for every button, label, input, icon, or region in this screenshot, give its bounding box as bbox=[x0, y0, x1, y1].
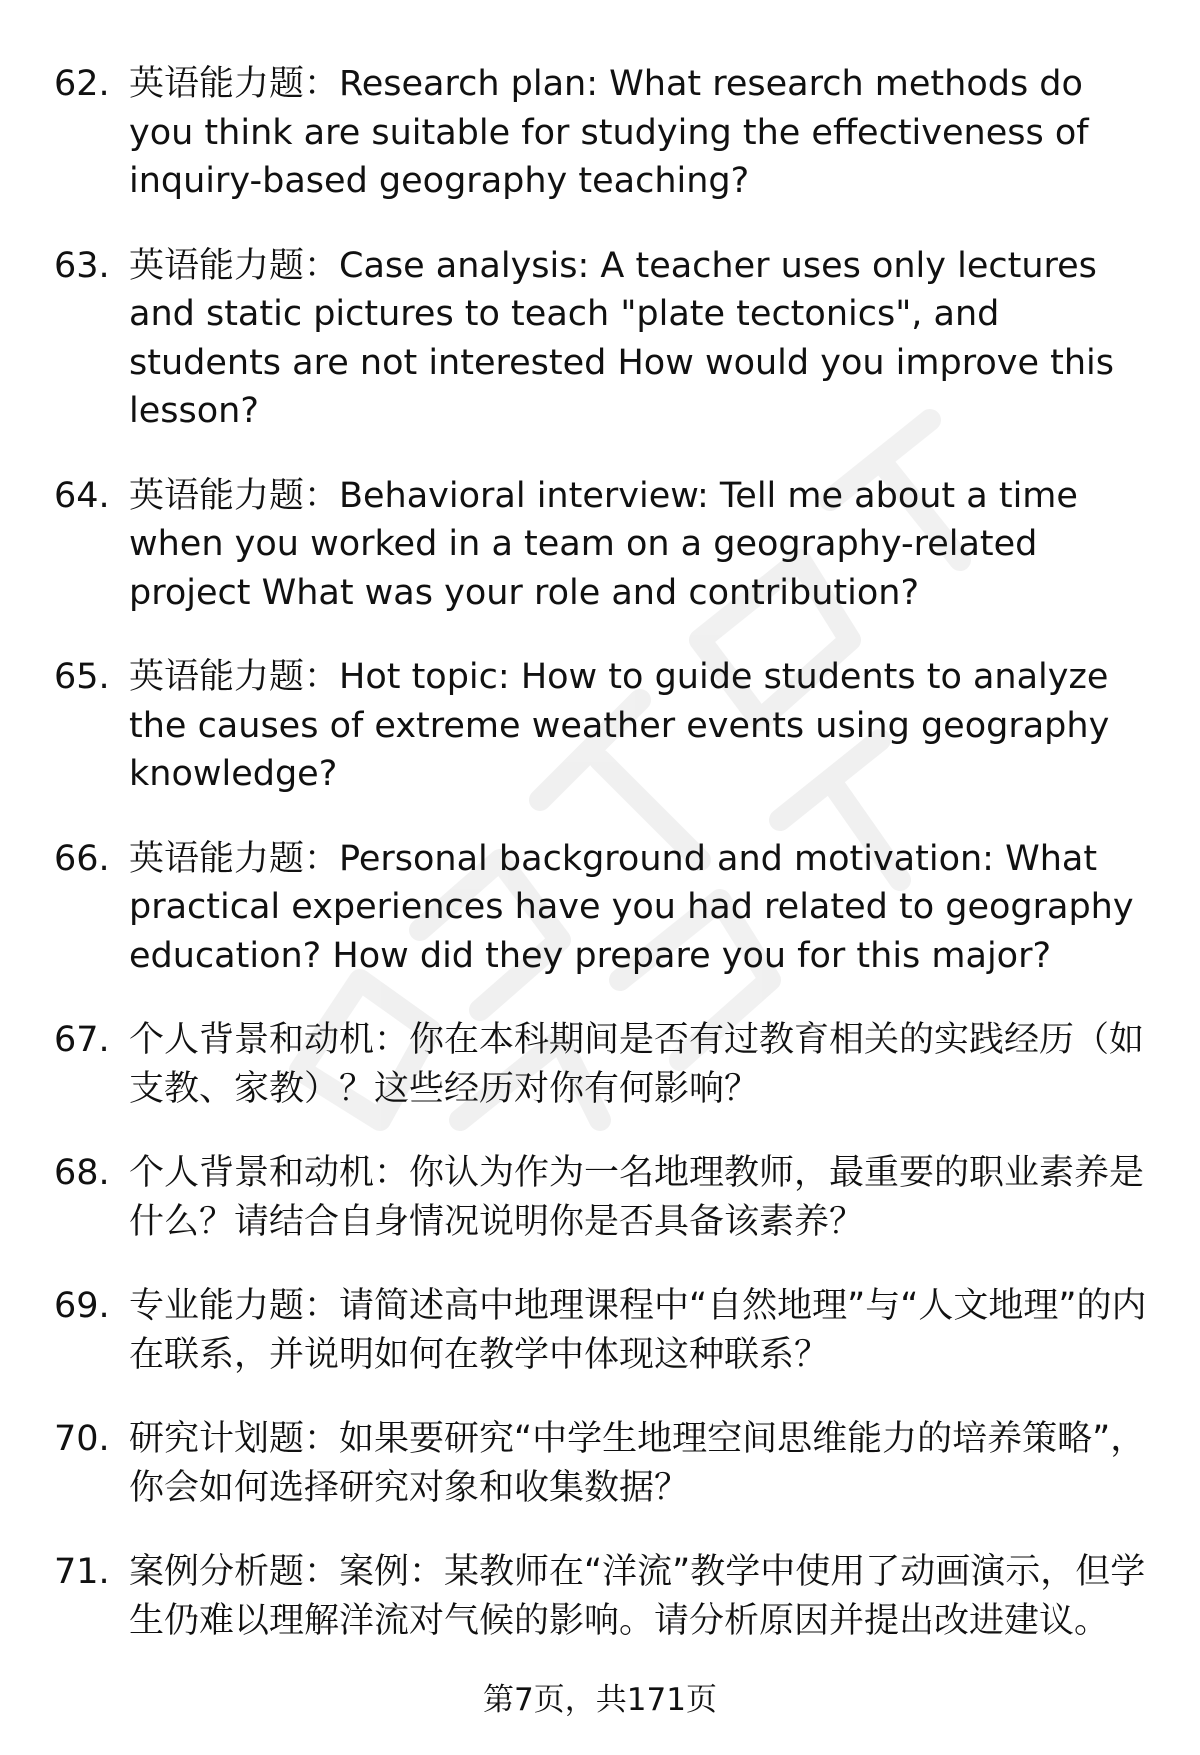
question-item bbox=[54, 1149, 1149, 1246]
question-item bbox=[54, 653, 1149, 799]
question-number: 63. bbox=[54, 245, 110, 286]
question-number: 65. bbox=[54, 657, 110, 697]
question-text: 研究计划题：如果要研究“中学生地理空间思维能力的培养策略”，你会如何选择研究对象和收集数据？ bbox=[129, 1419, 1146, 1508]
question-item bbox=[54, 1548, 1149, 1645]
question-text: 个人背景和动机：你在本科期间是否有过教育相关的实践经历（如支教、家教）？这些经历对你有何影响？ bbox=[129, 1020, 1145, 1109]
page-footer: 第7页，共171页 bbox=[483, 1682, 717, 1718]
question-number: 64. bbox=[54, 475, 110, 516]
question-item bbox=[54, 1016, 1149, 1113]
question-text: 案例分析题：案例：某教师在“洋流”教学中使用了动画演示，但学生仍难以理解洋流对气候的影响。请分析原因并提出改进建议。 bbox=[129, 1552, 1146, 1641]
question-text: 专业能力题：请简述高中地理课程中“自然地理”与“人文地理”的内在联系，并说明如何在教学中体现这种联系？ bbox=[129, 1286, 1147, 1375]
question-text: 英语能力题：Hot topic: How to guide students to analyze the causes of extreme weather events using geography knowledge? bbox=[129, 657, 1110, 794]
question-number: 68. bbox=[54, 1153, 110, 1193]
question-text: 英语能力题：Research plan: What research methods do you think are suitable for studying the effectiveness of inquiry-based geography teaching? bbox=[129, 64, 1089, 201]
question-item bbox=[54, 472, 1149, 618]
question-number: 70. bbox=[54, 1419, 110, 1459]
question-item bbox=[54, 1282, 1149, 1379]
question-number: 67. bbox=[54, 1020, 110, 1060]
question-item bbox=[54, 835, 1149, 981]
question-text: 英语能力题：Behavioral interview: Tell me about a time when you worked in a team on a geography-related project What was your role and contribution? bbox=[129, 475, 1078, 613]
question-number: 69. bbox=[54, 1286, 110, 1326]
question-text: 个人背景和动机：你认为作为一名地理教师，最重要的职业素养是什么？请结合自身情况说明你是否具备该素养？ bbox=[129, 1153, 1145, 1242]
question-text: 英语能力题：Personal background and motivation: What practical experiences have you had related to geography education? How did they prepare you for this major? bbox=[129, 838, 1134, 976]
question-item bbox=[54, 242, 1149, 436]
question-text: 英语能力题：Case analysis: A teacher uses only lectures and static pictures to teach "plate tectonics", and students are not interested How would you improve this lesson? bbox=[129, 245, 1114, 431]
question-item bbox=[54, 1415, 1149, 1512]
question-list bbox=[54, 60, 1149, 1681]
question-number: 62. bbox=[54, 64, 110, 104]
question-number: 71. bbox=[54, 1552, 110, 1592]
question-number: 66. bbox=[54, 838, 110, 879]
question-item bbox=[54, 60, 1149, 206]
